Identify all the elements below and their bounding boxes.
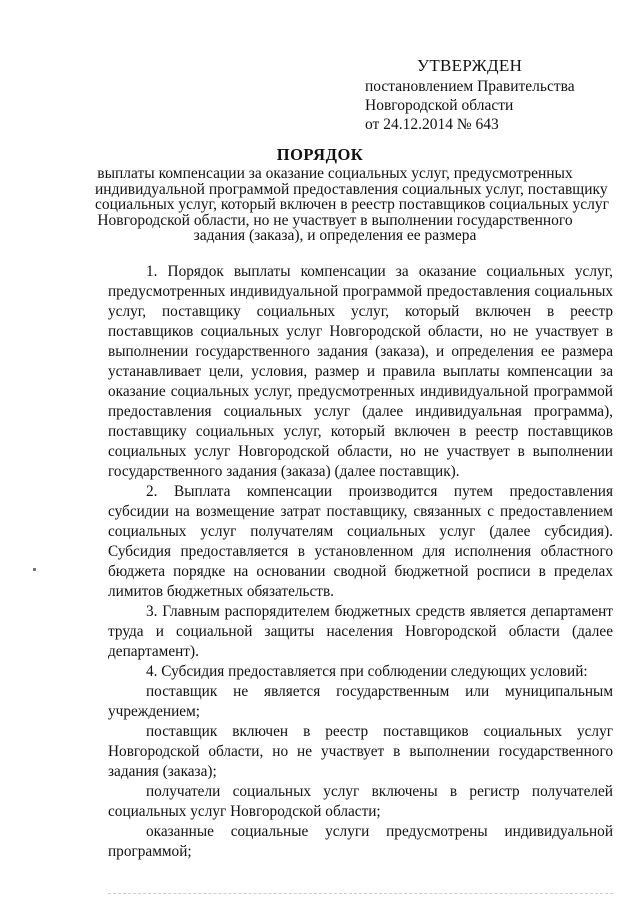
condition-item: поставщик включен в реестр поставщиков социальных услуг Новгородской области, но не участвует в выполнении государственного задания (заказа); bbox=[108, 723, 613, 780]
document-title: ПОРЯДОК bbox=[276, 145, 364, 164]
paragraph-2: 2. Выплата компенсации производится путем предоставления субсидии на возмещение затрат поставщику, связанных с предоставлением социальных услуг получателям социальных услуг (далее субсидия). Субсидия предоставляется в установленном для исполнения областного бюджета порядке на основании сводной бюджетной росписи в пределах лимитов бюджетных обязательств. bbox=[108, 483, 613, 600]
condition-item: получатели социальных услуг включены в регистр получателей социальных услуг Новгородской области; bbox=[108, 783, 613, 820]
paragraph-4: 4. Субсидия предоставляется при соблюдении следующих условий: bbox=[146, 663, 588, 680]
paragraph-3: 3. Главным распорядителем бюджетных средств является департамент труда и социальной защиты населения Новгородской области (далее департамент). bbox=[108, 603, 613, 660]
document-body bbox=[108, 262, 613, 862]
subtitle-line: Новгородской области, но не участвует в выполнении государственного bbox=[97, 211, 573, 229]
approval-line-1: постановлением Правительства bbox=[365, 78, 575, 95]
condition-item: поставщик не является государственным или муниципальным учреждением; bbox=[108, 683, 613, 720]
subtitle-line: выплаты компенсации за оказание социальных услуг, предусмотренных bbox=[97, 165, 573, 182]
margin-mark bbox=[33, 568, 36, 571]
subtitle-line: задания (заказа), и определения ее размера bbox=[193, 227, 477, 244]
paragraph-1: 1. Порядок выплаты компенсации за оказание социальных услуг, предусмотренных индивидуальной программой предоставления социальных услуг, поставщику социальных услуг, который включен в реестр поставщиков социальных услуг Новгородской области, но не участвует в выполнении государственного задания (заказа), и определения ее размера устанавливает цели, условия, размер и правила выплаты компенсации за оказание социальных услуг, предусмотренных индивидуальной программой предоставления социальных услуг (далее индивидуальная программа), поставщику социальных услуг, который включен в реестр поставщиков социальных услуг Новгородской области, но не участвует в выполнении государственного задания (заказа) (далее поставщик). bbox=[108, 263, 613, 480]
subtitle-line: социальных услуг, который включен в реестр поставщиков социальных услуг bbox=[95, 196, 609, 213]
condition-item: оказанные социальные услуги предусмотрены индивидуальной программой; bbox=[108, 823, 613, 860]
approval-stamp bbox=[365, 56, 605, 134]
document-subtitle bbox=[95, 165, 609, 244]
approval-line-2: Новгородской области bbox=[365, 97, 514, 114]
approval-line-3: от 24.12.2014 № 643 bbox=[365, 116, 499, 133]
footer-artifact-line bbox=[108, 893, 613, 894]
subtitle-line: индивидуальной программой предоставления социальных услуг, поставщику bbox=[95, 180, 608, 198]
approval-heading: УТВЕРЖДЕН bbox=[417, 56, 523, 75]
